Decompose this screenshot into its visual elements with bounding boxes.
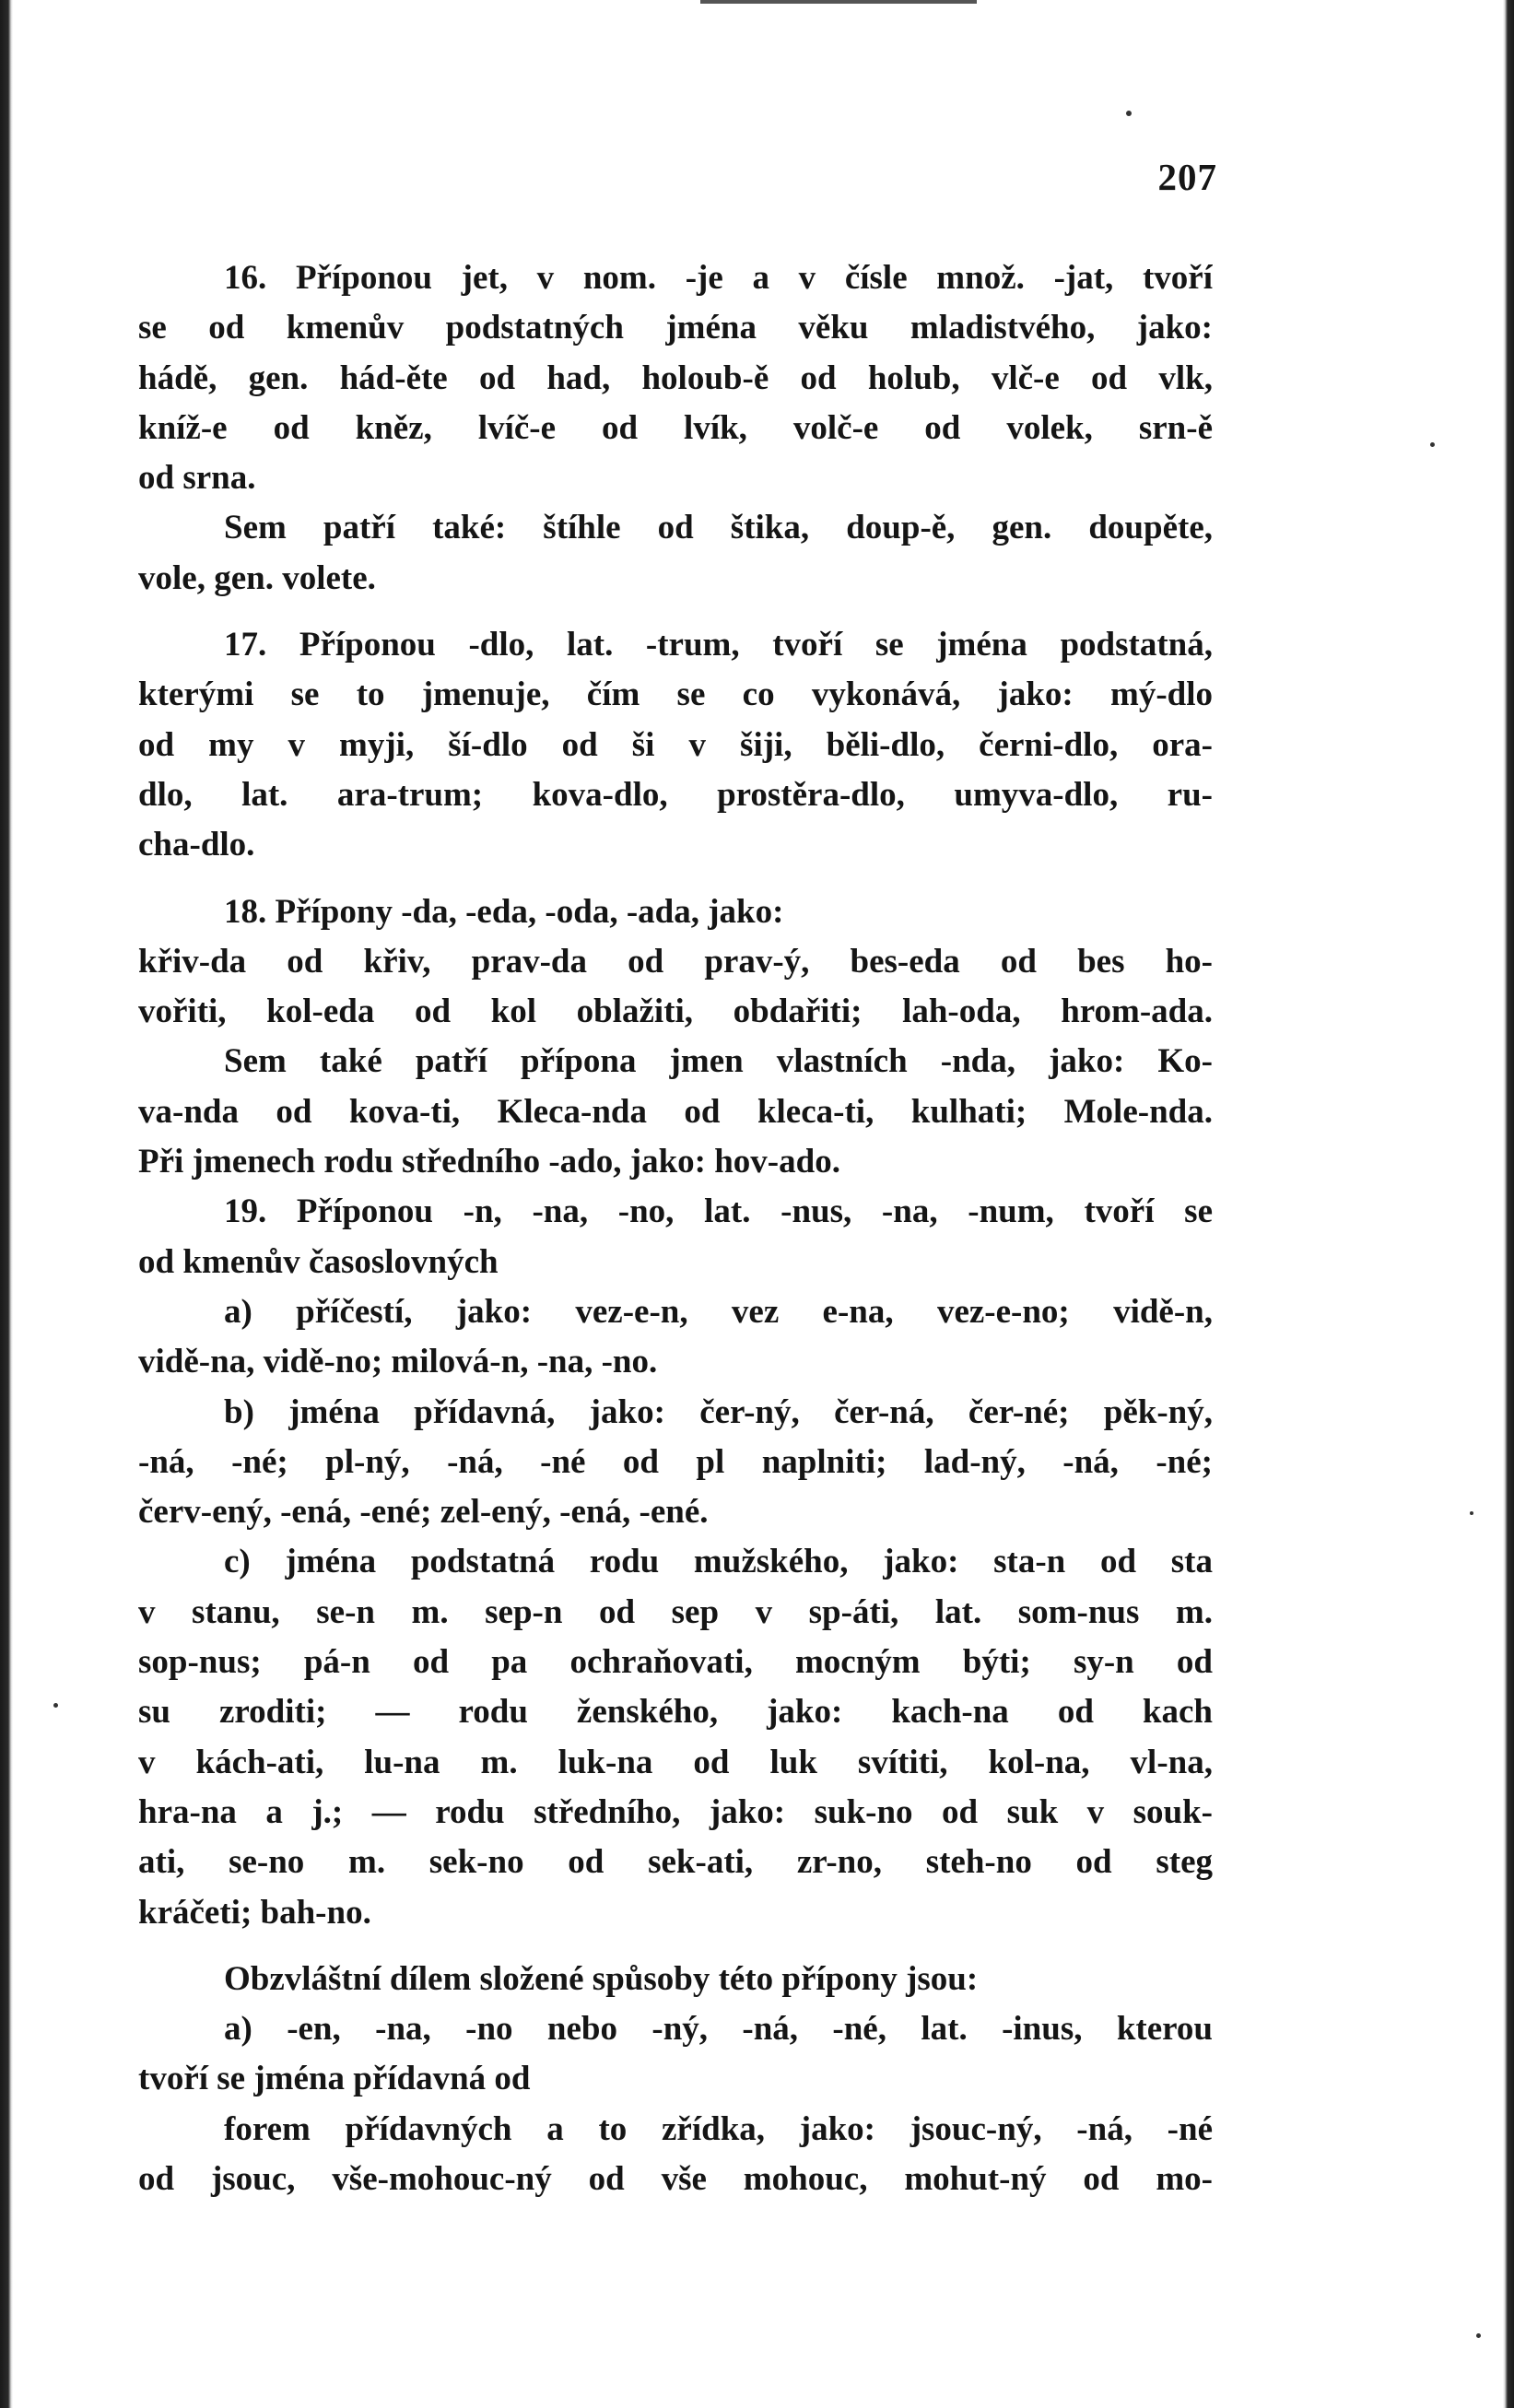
text-line: sop-nus; pá-n od pa ochraňovati, mocným býti; sy-n od [138, 1643, 1213, 1682]
text-line: vidě-na, vidě-no; milová-n, -na, -no. [138, 1343, 658, 1381]
text-line: 16. Příponou jet, v nom. -je a v čísle množ. -jat, tvoří [224, 259, 1213, 297]
text-line: 18. Přípony -da, -eda, -oda, -ada, jako: [224, 892, 784, 931]
text-line: od srna. [138, 459, 256, 498]
text-line: ati, se-no m. sek-no od sek-ati, zr-no, steh-no od steg [138, 1843, 1213, 1882]
text-line: Sem také patří přípona jmen vlastních -nda, jako: Ko- [224, 1042, 1213, 1081]
text-line: a) příčestí, jako: vez-e-n, vez e-na, vez-e-no; vidě-n, [224, 1292, 1213, 1331]
text-line: c) jména podstatná rodu mužského, jako: sta-n od sta [224, 1543, 1213, 1581]
page-edge-right [1503, 0, 1514, 2408]
text-line: va-nda od kova-ti, Kleca-nda od kleca-ti, kulhati; Mole-nda. [138, 1092, 1213, 1131]
text-line: -ná, -né; pl-ný, -ná, -né od pl naplniti; lad-ný, -ná, -né; [138, 1442, 1213, 1481]
text-line: tvoří se jména přídavná od [138, 2060, 531, 2098]
text-line: kterými se to jmenuje, čím se co vykonává, jako: mý-dlo [138, 675, 1213, 714]
page-edge-top [700, 0, 977, 4]
page-number: 207 [1157, 156, 1217, 198]
page-edge-left [0, 0, 13, 2408]
text-line: v stanu, se-n m. sep-n od sep v sp-áti, lat. som-nus m. [138, 1592, 1213, 1631]
text-line: 17. Příponou -dlo, lat. -trum, tvoří se jména podstatná, [224, 626, 1213, 664]
text-line: forem přídavných a to zřídka, jako: jsouc-ný, -ná, -né [224, 2109, 1213, 2148]
text-line: červ-ený, -ená, -ené; zel-ený, -ená, -ené. [138, 1493, 709, 1532]
text-line: dlo, lat. ara-trum; kova-dlo, prostěra-dlo, umyva-dlo, ru- [138, 775, 1213, 814]
text-line: Při jmenech rodu středního -ado, jako: hov-ado. [138, 1143, 840, 1181]
paragraph-gap [138, 871, 1213, 887]
scan-speck [1126, 111, 1132, 116]
paragraph-gap [138, 1938, 1213, 1955]
text-line: vole, gen. volete. [138, 558, 376, 597]
text-line: kníž-e od kněz, lvíč-e od lvík, volč-e od volek, srn-ě [138, 408, 1213, 447]
text-line: od kmenův časoslovných [138, 1242, 499, 1281]
body-text [138, 253, 1213, 2204]
text-line: v kách-ati, lu-na m. luk-na od luk svítiti, kol-na, vl-na, [138, 1743, 1213, 1781]
paragraph-gap [138, 604, 1213, 620]
text-line: hra-na a j.; — rodu středního, jako: suk-no od suk v souk- [138, 1792, 1213, 1831]
text-line: b) jména přídavná, jako: čer-ný, čer-ná, čer-né; pěk-ný, [224, 1392, 1213, 1431]
text-line: 19. Příponou -n, -na, -no, lat. -nus, -na, -num, tvoří se [224, 1192, 1213, 1231]
text-line: su zroditi; — rodu ženského, jako: kach-na od kach [138, 1693, 1213, 1732]
text-line: hádě, gen. hád-ěte od had, holoub-ě od holub, vlč-e od vlk, [138, 358, 1213, 397]
text-line: od jsouc, vše-mohouc-ný od vše mohouc, mohut-ný od mo- [138, 2159, 1213, 2198]
text-line: cha-dlo. [138, 826, 255, 864]
text-line: od my v myji, ší-dlo od ši v šiji, běli-dlo, černi-dlo, ora- [138, 725, 1213, 764]
text-line: se od kmenův podstatných jména věku mladistvého, jako: [138, 309, 1213, 347]
text-line: Sem patří také: štíhle od štika, doup-ě, gen. doupěte, [224, 509, 1213, 547]
scan-speck [53, 1703, 58, 1708]
scan-speck [1476, 2333, 1481, 2338]
text-line: Obzvláštní dílem složené spůsoby této přípony jsou: [224, 1959, 979, 1998]
scan-speck [1470, 1511, 1473, 1515]
text-line: kráčeti; bah-no. [138, 1893, 371, 1932]
scan-speck [1430, 442, 1435, 447]
text-line: a) -en, -na, -no nebo -ný, -ná, -né, lat. -inus, kterou [224, 2010, 1213, 2049]
text-line: křiv-da od křiv, prav-da od prav-ý, bes-eda od bes ho- [138, 942, 1213, 981]
text-line: vořiti, kol-eda od kol oblažiti, obdařiti; lah-oda, hrom-ada. [138, 993, 1213, 1031]
